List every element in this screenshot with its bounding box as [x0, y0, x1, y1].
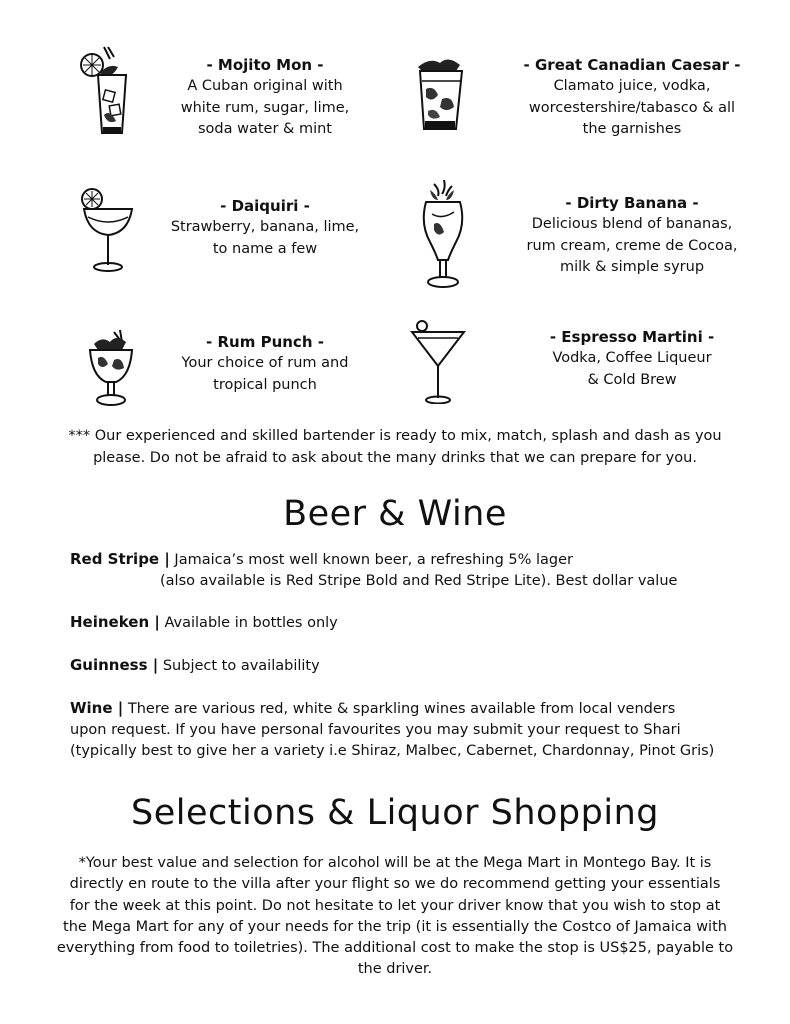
liquor-line: the Mega Mart for any of your needs for the trip (it is essentially the Costco of Jamaica with [63, 918, 727, 935]
beer-desc-line: (also available is Red Stripe Bold and Red Stripe Lite). Best dollar value [160, 573, 678, 589]
note-line: please. Do not be afraid to ask about the many drinks that we can prepare for you. [93, 449, 697, 466]
beer-item-heineken [70, 612, 760, 634]
cocktail-name: - Great Canadian Caesar - [523, 56, 741, 74]
cocktail-name: - Dirty Banana - [565, 194, 699, 212]
beer-desc-line: (typically best to give her a variety i.e Shiraz, Malbec, Cabernet, Chardonnay, Pinot Gris) [70, 743, 715, 759]
beer-item-guinness [70, 655, 760, 677]
liquor-heading: Selections & Liquor Shopping [131, 793, 659, 833]
beer-desc-line: Jamaica’s most well known beer, a refreshing 5% lager [174, 552, 574, 568]
beer-desc-line: upon request. If you have personal favourites you may submit your request to Shari [70, 722, 681, 738]
cocktail-rum-punch [145, 332, 385, 396]
cocktail-mojito-mon [145, 55, 385, 141]
cocktail-desc-line: white rum, sugar, lime, [180, 99, 350, 116]
cocktail-desc-line: A Cuban original with [187, 78, 343, 94]
cocktail-desc-line: Vodka, Coffee Liqueur [552, 350, 712, 366]
cocktail-desc-line: rum cream, creme de Cocoa, [526, 237, 738, 254]
beer-label: Red Stripe | [70, 550, 170, 568]
cocktail-dirty-banana [512, 193, 752, 279]
cocktail-desc-line: Strawberry, banana, lime, [170, 219, 360, 235]
liquor-line: directly en route to the villa after your flight so we do recommend getting your essentials [69, 876, 721, 893]
beer-item-red-stripe [70, 549, 760, 592]
cocktail-desc-line: & Cold Brew [587, 371, 677, 388]
beer-wine-heading: Beer & Wine [283, 494, 507, 534]
cocktail-desc-line: Delicious blend of bananas, [531, 216, 733, 232]
cocktail-desc-line: milk & simple syrup [559, 259, 705, 275]
liquor-line: everything from food to toiletries). The additional cost to make the stop is US$25, payable to [56, 940, 734, 957]
mojito-glass-icon [78, 45, 136, 137]
martini-glass-icon [410, 318, 466, 404]
beer-item-wine [70, 698, 760, 762]
daiquiri-glass-icon [78, 187, 136, 273]
cocktail-desc-line: Clamato juice, vodka, [553, 78, 711, 94]
cocktail-great-canadian-caesar [512, 55, 752, 141]
cocktail-desc-line: soda water & mint [198, 121, 332, 137]
liquor-line: for the week at this point. Do not hesitate to let your driver know that you wish to stop at [69, 897, 721, 914]
beer-desc-line: Available in bottles only [164, 615, 338, 631]
beer-label: Heineken | [70, 613, 160, 631]
liquor-paragraph [35, 853, 755, 981]
beer-label: Guinness | [70, 656, 159, 674]
cocktail-desc-line: tropical punch [213, 376, 317, 393]
note-line: *** Our experienced and skilled bartender is ready to mix, match, splash and dash as you [68, 428, 722, 444]
beer-desc-line: There are various red, white & sparkling wines available from local venders [127, 701, 676, 717]
liquor-line: the driver. [357, 961, 433, 978]
cocktail-desc-line: worcestershire/tabasco & all [528, 99, 736, 116]
beer-desc-line: Subject to availability [162, 658, 320, 674]
cocktail-daiquiri [145, 196, 385, 260]
cocktail-desc-line: the garnishes [582, 121, 682, 137]
hurricane-glass-icon [418, 180, 468, 292]
caesar-glass-icon [412, 55, 468, 133]
cocktail-desc-line: to name a few [212, 240, 318, 257]
cocktail-name: - Mojito Mon - [206, 56, 324, 74]
cocktail-espresso-martini [512, 327, 752, 391]
cocktail-name: - Daiquiri - [220, 197, 310, 215]
cocktail-name: - Rum Punch - [206, 333, 324, 351]
cocktail-name: - Espresso Martini - [549, 328, 715, 346]
cocktail-desc-line: Your choice of rum and [181, 355, 349, 371]
beer-label: Wine | [70, 699, 124, 717]
liquor-line: *Your best value and selection for alcohol will be at the Mega Mart in Montego Bay. It is [78, 855, 712, 871]
bartender-note [40, 426, 750, 469]
punch-glass-icon [86, 330, 136, 408]
